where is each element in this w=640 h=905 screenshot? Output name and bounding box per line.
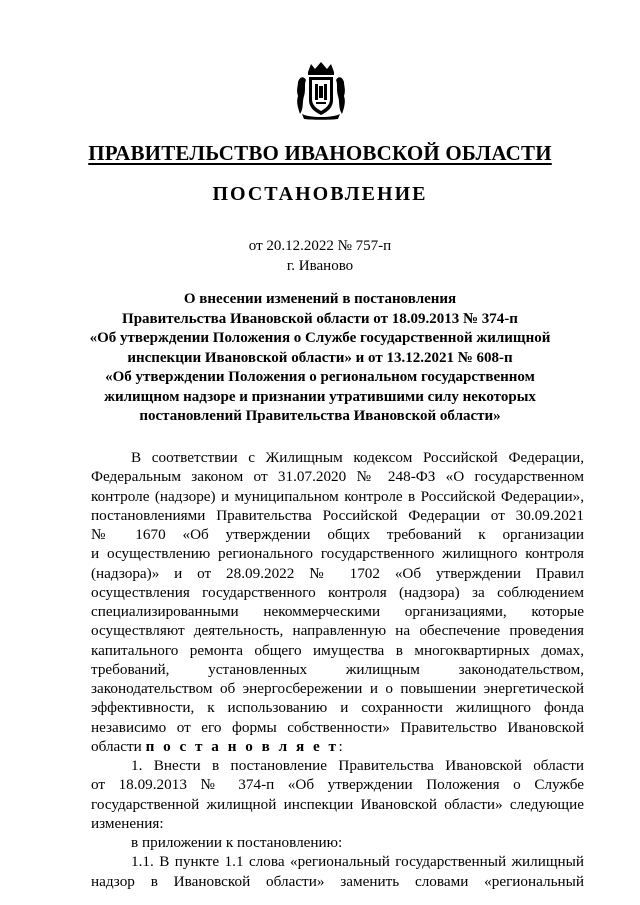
coat-of-arms-icon: [296, 62, 346, 120]
body-line: законодательством об энергосбережении и о повышении энергетической: [91, 680, 584, 697]
body-line: контроле (надзоре) и муниципальном контроле в Российской Федерации»,: [91, 487, 584, 505]
subject-line: Правительства Ивановской области от 18.09.2013 № 374-п: [122, 310, 518, 327]
subject-line: инспекции Ивановской области» и от 13.12.2021 № 608-п: [127, 349, 513, 366]
body-line: эффективности, к использованию и сохранности жилищного фонда: [91, 699, 584, 717]
subject-line: О внесении изменений в постановления: [183, 291, 457, 307]
resolution-suffix: :: [338, 737, 343, 755]
document-type: ПОСТАНОВЛЕНИЕ: [212, 183, 428, 205]
subject-line: постановлений Правительства Ивановской области»: [139, 408, 501, 424]
body-line: В соответствии с Жилищным кодексом Российской Федерации,: [131, 449, 584, 466]
item1-line: 1. Внести в постановление Правительства Ивановской области: [131, 757, 584, 774]
resolution-prefix: области: [91, 737, 146, 755]
document-city: г. Иваново: [286, 258, 354, 274]
body-line: (надзора)» и от 28.09.2022 № 1702 «Об утверждении Правил: [91, 564, 584, 582]
document-subject: [80, 290, 560, 427]
subject-line: «Об утверждении Положения о региональном государственном: [105, 369, 535, 385]
body-line: № 1670 «Об утверждении общих требований к организации: [91, 526, 584, 543]
item1-line: изменения:: [91, 814, 164, 832]
document-date-number: от 20.12.2022 № 757-п: [248, 238, 392, 254]
subject-line: жилищном надзоре и признании утратившими силу некоторых: [104, 388, 536, 405]
resolves-word: п о с т а н о в л я е т: [145, 737, 339, 755]
body-line: требований, установленных жилищным законодательством,: [91, 660, 584, 678]
body-line: осуществления государственного контроля (надзора) за соблюдением: [91, 583, 584, 601]
organization-title: ПРАВИТЕЛЬСТВО ИВАНОВСКОЙ ОБЛАСТИ: [88, 141, 552, 165]
document-body: [91, 448, 584, 891]
body-line: постановлениями Правительства Российской Федерации от 30.09.2021: [91, 506, 584, 524]
body-line: независимо от его формы собственности» Правительство Ивановской: [91, 718, 584, 736]
body-line: и осуществлению регионального государственного жилищного контроля: [91, 545, 584, 563]
body-line: специализированными некоммерческими организациями, которые: [91, 603, 584, 620]
body-line: капитального ремонта общего имущества в многоквартирных домах,: [91, 641, 584, 659]
body-line: Федеральным законом от 31.07.2020 № 248-ФЗ «О государственном: [91, 468, 584, 486]
resolution-line: [91, 737, 584, 756]
item11-line: надзор в Ивановской области» заменить словами «региональный: [91, 872, 584, 890]
item11-line: 1.1. В пункте 1.1 слова «региональный государственный жилищный: [131, 853, 584, 871]
item1-line: государственной жилищной инспекции Ивановской области» следующие: [91, 795, 584, 813]
appendix-line: в приложении к постановлению:: [131, 834, 343, 851]
body-line: осуществляют деятельность, направленную на обеспечение проведения: [91, 622, 584, 640]
item1-line: от 18.09.2013 № 374-п «Об утверждении Положения о Службе: [91, 776, 584, 794]
subject-line: «Об утверждении Положения о Службе государственной жилищной: [89, 330, 551, 346]
